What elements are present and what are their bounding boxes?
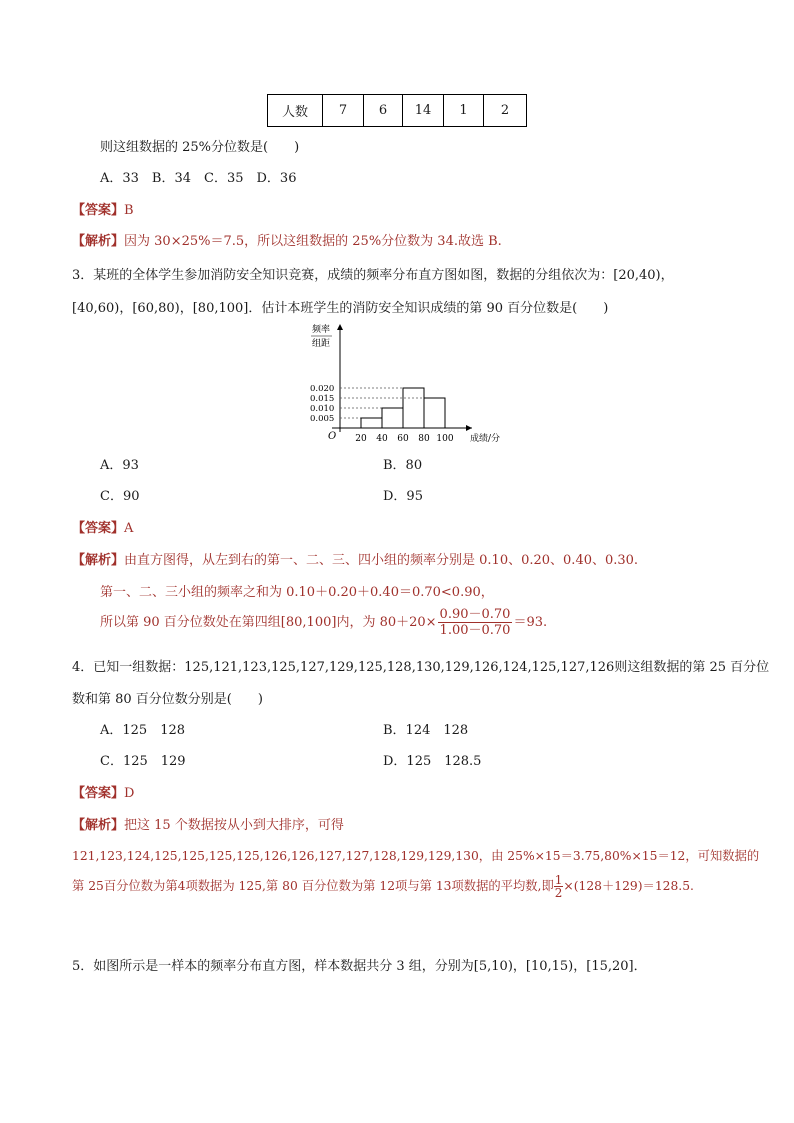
x-tick-label: 80 [418, 434, 430, 444]
analysis-text: 所以第 90 百分位数处在第四组[80,100]内，为 80＋20× [100, 615, 437, 630]
x-tick-label: 60 [397, 434, 409, 444]
table-cell: 14 [403, 95, 444, 127]
analysis-tag: 【解析】 [72, 553, 125, 568]
q3-stem-line2: [40,60)，[60,80)，[80,100]．估计本班学生的消防安全知识成绩的第 90 百分位数是( ) [72, 301, 609, 316]
histogram-chart [300, 322, 530, 444]
y-tick-label: 0.020 [310, 384, 335, 394]
q3-analysis-line1 [72, 549, 638, 568]
y-axis-label: 频率 [312, 325, 331, 335]
y-axis-label: 组距 [312, 339, 331, 349]
answer-tag: 【答案】 [72, 203, 125, 218]
x-axis-label: 成绩/分 [470, 434, 501, 444]
table-header-cell: 人数 [268, 95, 323, 127]
q4-stem-line2: 数和第 80 百分位数分别是( ) [72, 692, 263, 707]
q4-analysis-line3 [72, 874, 694, 899]
q3-option-a: A．93 [100, 458, 139, 473]
answer-tag: 【答案】 [72, 786, 125, 801]
q4-stem-line1: 4．已知一组数据：125,121,123,125,127,129,125,128,130,129,126,124,125,127,126则这组数据的第 25 百分位 [72, 660, 770, 675]
histogram-bar [403, 388, 424, 428]
q3-option-b: B．80 [383, 458, 423, 473]
analysis-text: 第 25百分位数为第4项数据为 125,第 80 百分位数为第 12项与第 13项数据的平均数,即 [72, 879, 554, 893]
analysis-text: ×(128＋129)＝128.5. [563, 879, 694, 893]
q3-answer [72, 517, 133, 536]
q4-option-b: B．124 128 [383, 723, 469, 738]
answer-value: A [124, 521, 134, 536]
fraction-denominator: 2 [554, 886, 563, 900]
analysis-tag: 【解析】 [72, 234, 125, 249]
y-axis-arrow [337, 324, 343, 330]
table-cell: 7 [323, 95, 364, 127]
table-cell: 1 [444, 95, 484, 127]
q2-analysis [72, 230, 502, 249]
table-cell: 6 [364, 95, 403, 127]
histogram-bar [361, 418, 382, 428]
analysis-text: 因为 30×25%＝7.5，所以这组数据的 25%分位数为 34.故选 B. [124, 234, 502, 249]
analysis-text: 把这 15 个数据按从小到大排序，可得 [124, 818, 344, 833]
origin-label: O [328, 431, 337, 442]
q3-stem-line1: 3．某班的全体学生参加消防安全知识竞赛，成绩的频率分布直方图如图，数据的分组依次为：[20,40)， [72, 268, 674, 283]
fraction [438, 607, 513, 638]
q5-stem: 5．如图所示是一样本的频率分布直方图，样本数据共分 3 组，分别为[5,10)，[10,15)，[15,20]． [72, 959, 647, 974]
answer-value: B [124, 203, 134, 218]
q3-option-c: C．90 [100, 489, 140, 504]
fraction-numerator: 0.90－0.70 [439, 607, 511, 622]
analysis-text: ＝93. [513, 615, 548, 630]
x-tick-label: 100 [436, 434, 454, 444]
fraction [554, 874, 564, 899]
analysis-tag: 【解析】 [72, 818, 125, 833]
q4-option-d: D．125 128.5 [383, 754, 482, 769]
y-tick-label: 0.015 [310, 394, 335, 404]
q4-analysis-line1 [72, 814, 344, 833]
fraction-denominator: 1.00－0.70 [439, 623, 511, 638]
y-tick-label: 0.010 [310, 404, 335, 414]
answer-value: D [124, 786, 135, 801]
fraction-numerator: 1 [554, 873, 563, 887]
q3-analysis-line2: 第一、二、三小组的频率之和为 0.10＋0.20＋0.40＝0.70<0.90， [100, 585, 494, 600]
table-row [268, 95, 527, 127]
q4-option-c: C．125 129 [100, 754, 186, 769]
table-cell: 2 [484, 95, 527, 127]
x-axis-arrow [466, 425, 472, 431]
q3-analysis-line3 [100, 607, 547, 638]
x-tick-label: 40 [376, 434, 388, 444]
x-tick-label: 20 [355, 434, 367, 444]
analysis-text: 由直方图得，从左到右的第一、二、三、四小组的频率分别是 0.10、0.20、0.40、0.30. [124, 553, 639, 568]
q4-option-a: A．125 128 [100, 723, 186, 738]
q4-answer [72, 782, 134, 801]
histogram-bar [382, 408, 403, 428]
q3-option-d: D．95 [383, 489, 423, 504]
q2-options: A．33 B．34 C．35 D．36 [100, 171, 297, 186]
q2-stem: 则这组数据的 25%分位数是( ) [100, 140, 300, 155]
q2-answer [72, 199, 134, 218]
histogram-bar [424, 398, 445, 428]
answer-tag: 【答案】 [72, 521, 125, 536]
y-tick-label: 0.005 [310, 414, 335, 424]
q4-analysis-line2: 121,123,124,125,125,125,125,126,126,127,127,128,129,129,130，由 25%×15＝3.75,80%×15＝12，可知数据的 [72, 849, 760, 863]
count-table [267, 94, 527, 127]
